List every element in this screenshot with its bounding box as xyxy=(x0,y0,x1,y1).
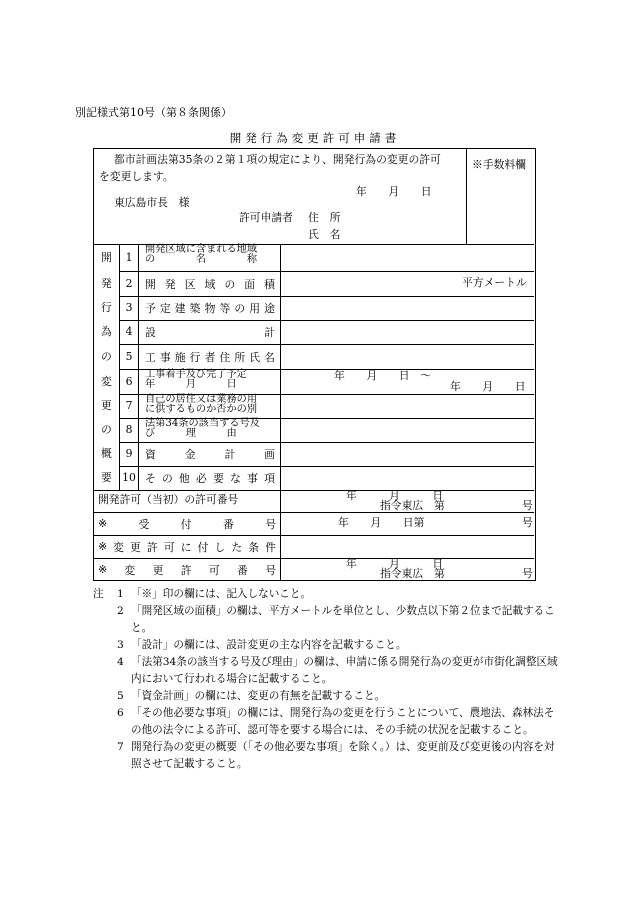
address-label: 住 所 xyxy=(308,211,341,224)
side-label-char: 概 xyxy=(101,447,112,460)
row-label-top: 工事着手及び完了予定 xyxy=(145,369,247,380)
row-number: 3 xyxy=(125,301,133,314)
bottom-row-date: 年 月 日第 xyxy=(338,515,425,529)
row-label-char: 所 xyxy=(234,350,246,364)
note-item xyxy=(93,586,563,603)
row-label-char: 名 xyxy=(264,350,275,364)
bottom-row-label-char: に xyxy=(180,540,192,554)
note-item xyxy=(93,739,563,773)
note-text: 開発行為の変更の概要（「その他必要な事項」を除く。）は、変更前及び変更後の内容を対照させて記載すること。 xyxy=(131,741,555,770)
page-title: 開発行為変更許可申請書 xyxy=(229,131,401,145)
row-label xyxy=(145,325,275,340)
row-label-char: 氏 xyxy=(249,350,261,364)
row-label-char: の xyxy=(234,302,246,315)
bottom-row-label-char: 条 xyxy=(248,540,260,554)
side-label-char: 行 xyxy=(101,301,112,314)
row-number: 2 xyxy=(125,276,133,290)
bottom-row-label-char: 号 xyxy=(265,563,276,577)
row-label-char: 等 xyxy=(219,302,231,315)
row-label-char: 設 xyxy=(145,326,156,339)
row-label xyxy=(145,447,275,462)
side-label-char: 開 xyxy=(101,250,112,264)
side-label-char: 変 xyxy=(101,374,112,388)
bottom-row-label-char: 更 xyxy=(152,563,164,577)
bottom-row-label: 開発許可（当初）の許可番号 xyxy=(98,493,239,506)
notes xyxy=(93,586,563,773)
row-label-char: の xyxy=(224,277,236,291)
fee-box-label: ※手数料欄 xyxy=(472,158,526,171)
side-label-char: 要 xyxy=(101,471,112,484)
side-label-char: の xyxy=(101,423,112,436)
row-label-char: 開 xyxy=(145,277,156,291)
row-label-char: 用 xyxy=(249,302,261,315)
row-label-char: 他 xyxy=(179,472,190,485)
row-label-char: 住 xyxy=(219,350,231,364)
bottom-row-label-char: 更 xyxy=(130,540,141,554)
bottom-row-label-char: 変 xyxy=(124,563,136,577)
note-item xyxy=(93,688,563,705)
note-number: 2 xyxy=(117,605,124,617)
side-label-char: の xyxy=(101,349,112,363)
application-form xyxy=(93,148,536,581)
row-label-char: 積 xyxy=(264,277,275,291)
note-text: 「※」印の欄には、記入しないこと。 xyxy=(131,588,312,600)
note-text: 「その他必要な事項」の欄には、開発行為の変更を行うことについて、農地法、森林法その他の法令による許可、認可等を要する場合には、その手続の状況を記載すること。 xyxy=(131,707,555,736)
bottom-row-label-char: 可 xyxy=(208,563,220,577)
bottom-row-label-char: 許 xyxy=(180,563,192,577)
bottom-row-number: 指令東広 第 xyxy=(380,499,445,512)
row-label xyxy=(145,471,275,486)
applicant-label: 許可申請者 xyxy=(239,211,293,224)
row-label-char: 事 xyxy=(159,350,171,364)
row-value: 平方メートル xyxy=(462,275,527,289)
note-item xyxy=(93,654,563,688)
row-label-top: 開発区域に含まれる地域 xyxy=(145,244,258,255)
row-label xyxy=(145,350,275,365)
row-label-char: 行 xyxy=(189,350,201,364)
bottom-row-label-char: ※ xyxy=(98,516,108,530)
bottom-row-label-char: た xyxy=(231,540,243,554)
bottom-row-label-char: 許 xyxy=(146,540,158,554)
bottom-row-label-char: 変 xyxy=(113,540,124,554)
note-number: 3 xyxy=(117,639,124,651)
bottom-row-label-char: 付 xyxy=(180,517,192,531)
row-number: 1 xyxy=(125,250,133,264)
row-number: 6 xyxy=(125,374,133,388)
row-number: 5 xyxy=(125,349,133,363)
note-item xyxy=(93,603,563,637)
bottom-row-suffix: 号 xyxy=(522,567,533,580)
row-label-char: 物 xyxy=(204,302,216,315)
row-number: 8 xyxy=(125,423,133,436)
row-label-char: 築 xyxy=(189,302,201,315)
note-item xyxy=(93,637,563,654)
row-label-char: 施 xyxy=(174,350,186,364)
bottom-row-number: 指令東広 第 xyxy=(380,567,445,580)
row-label-char: 定 xyxy=(159,302,171,315)
bottom-row-date: 年 月 日 xyxy=(346,489,444,502)
bottom-row-label-char: 件 xyxy=(265,540,276,554)
form-number: 別記様式第10号（第８条関係） xyxy=(75,106,232,119)
row-label-char: 資 xyxy=(145,448,156,461)
row-label-top: 法第34条の該当する号及 xyxy=(145,418,260,429)
bottom-row-label-char: ※ xyxy=(98,562,108,576)
bottom-row-label-char: 番 xyxy=(237,563,248,577)
note-number: 6 xyxy=(117,707,124,719)
bottom-row-label-char: 番 xyxy=(222,517,234,531)
row-label-top: 自己の居住又は業務の用 xyxy=(145,394,258,405)
bottom-row-label-char: 号 xyxy=(265,517,276,531)
addressee: 東広島市長 様 xyxy=(114,196,190,209)
date-line: 年 月 日 xyxy=(356,185,432,198)
row-label-char: 金 xyxy=(184,448,196,461)
row-label-char: 計 xyxy=(264,326,275,339)
row-number: 9 xyxy=(125,447,133,460)
bottom-row-label-char: ※ xyxy=(98,539,108,553)
statement-line-2: を変更します。 xyxy=(99,170,174,183)
bottom-row-label-char: 可 xyxy=(163,540,175,554)
row-label-char: 域 xyxy=(204,277,216,291)
row-label-char: 区 xyxy=(184,277,196,291)
row-label-char: 工 xyxy=(145,350,156,364)
name-label: 氏 名 xyxy=(308,228,341,241)
row-label-char: 要 xyxy=(213,472,224,485)
note-text: 「資金計画」の欄には、変更の有無を記載すること。 xyxy=(131,690,386,702)
statement-line-1: 都市計画法第35条の２第１項の規定により、開発行為の変更の許可 xyxy=(114,153,441,166)
row-number: 4 xyxy=(125,325,133,338)
row-label-char: 画 xyxy=(264,448,275,461)
bottom-row-label xyxy=(98,540,276,555)
row-label-bottom: の 名 称 xyxy=(145,254,258,265)
note-item xyxy=(93,705,563,739)
row-label-char: 計 xyxy=(224,448,236,461)
row-label-bottom: 年 月 日 xyxy=(145,379,237,390)
note-text: 「法第34条の該当する号及び理由」の欄は、申請に係る開発行為の変更が市街化調整区域内において行われる場合に記載すること。 xyxy=(131,656,558,685)
bottom-row-date: 年 月 日 xyxy=(346,557,444,570)
bottom-row-label xyxy=(98,517,276,532)
bottom-row-suffix: 号 xyxy=(522,499,533,512)
row-number: 7 xyxy=(125,399,133,412)
row-label xyxy=(145,277,275,292)
row-label-char: 必 xyxy=(196,472,207,485)
note-number: 1 xyxy=(117,588,124,600)
bottom-row-label-char: 付 xyxy=(197,540,209,554)
note-number: 4 xyxy=(117,656,124,668)
bottom-row-label-char: 受 xyxy=(138,517,150,531)
row-label-char: 途 xyxy=(264,302,275,315)
row-label xyxy=(145,301,275,316)
note-number: 5 xyxy=(117,690,124,702)
row-label-char: 者 xyxy=(204,350,216,364)
side-label-char: 発 xyxy=(101,276,112,290)
row-value-end: 年 月 日 xyxy=(450,380,526,393)
row-label-char: の xyxy=(162,472,173,485)
note-text: 「設計」の欄には、設計変更の主な内容を記載すること。 xyxy=(131,639,407,651)
row-label-char: 面 xyxy=(244,277,256,291)
row-label-char: 発 xyxy=(164,277,176,291)
note-number: 7 xyxy=(117,741,124,753)
row-label-char: 予 xyxy=(145,302,156,315)
row-label-bottom: に供するものか否かの別 xyxy=(145,404,258,415)
notes-prefix: 注 xyxy=(93,588,104,600)
side-label-char: 更 xyxy=(101,399,112,412)
side-label-char: 為 xyxy=(101,325,112,338)
note-text: 「開発区域の面積」の欄は、平方メートルを単位とし、少数点以下第２位まで記載すること。 xyxy=(131,605,555,634)
bottom-row-label-char: し xyxy=(214,540,226,554)
row-label-char: 項 xyxy=(264,472,275,485)
bottom-row-label xyxy=(98,563,276,578)
row-value-start: 年 月 日 〜 xyxy=(334,369,432,382)
row-number: 10 xyxy=(122,471,136,484)
row-label-bottom: び 理 由 xyxy=(145,428,237,439)
row-label-char: な xyxy=(230,472,241,485)
row-label-char: 事 xyxy=(247,472,258,485)
row-label-char: そ xyxy=(145,472,156,485)
row-label-char: 建 xyxy=(174,302,186,315)
bottom-row-suffix: 号 xyxy=(522,515,533,529)
